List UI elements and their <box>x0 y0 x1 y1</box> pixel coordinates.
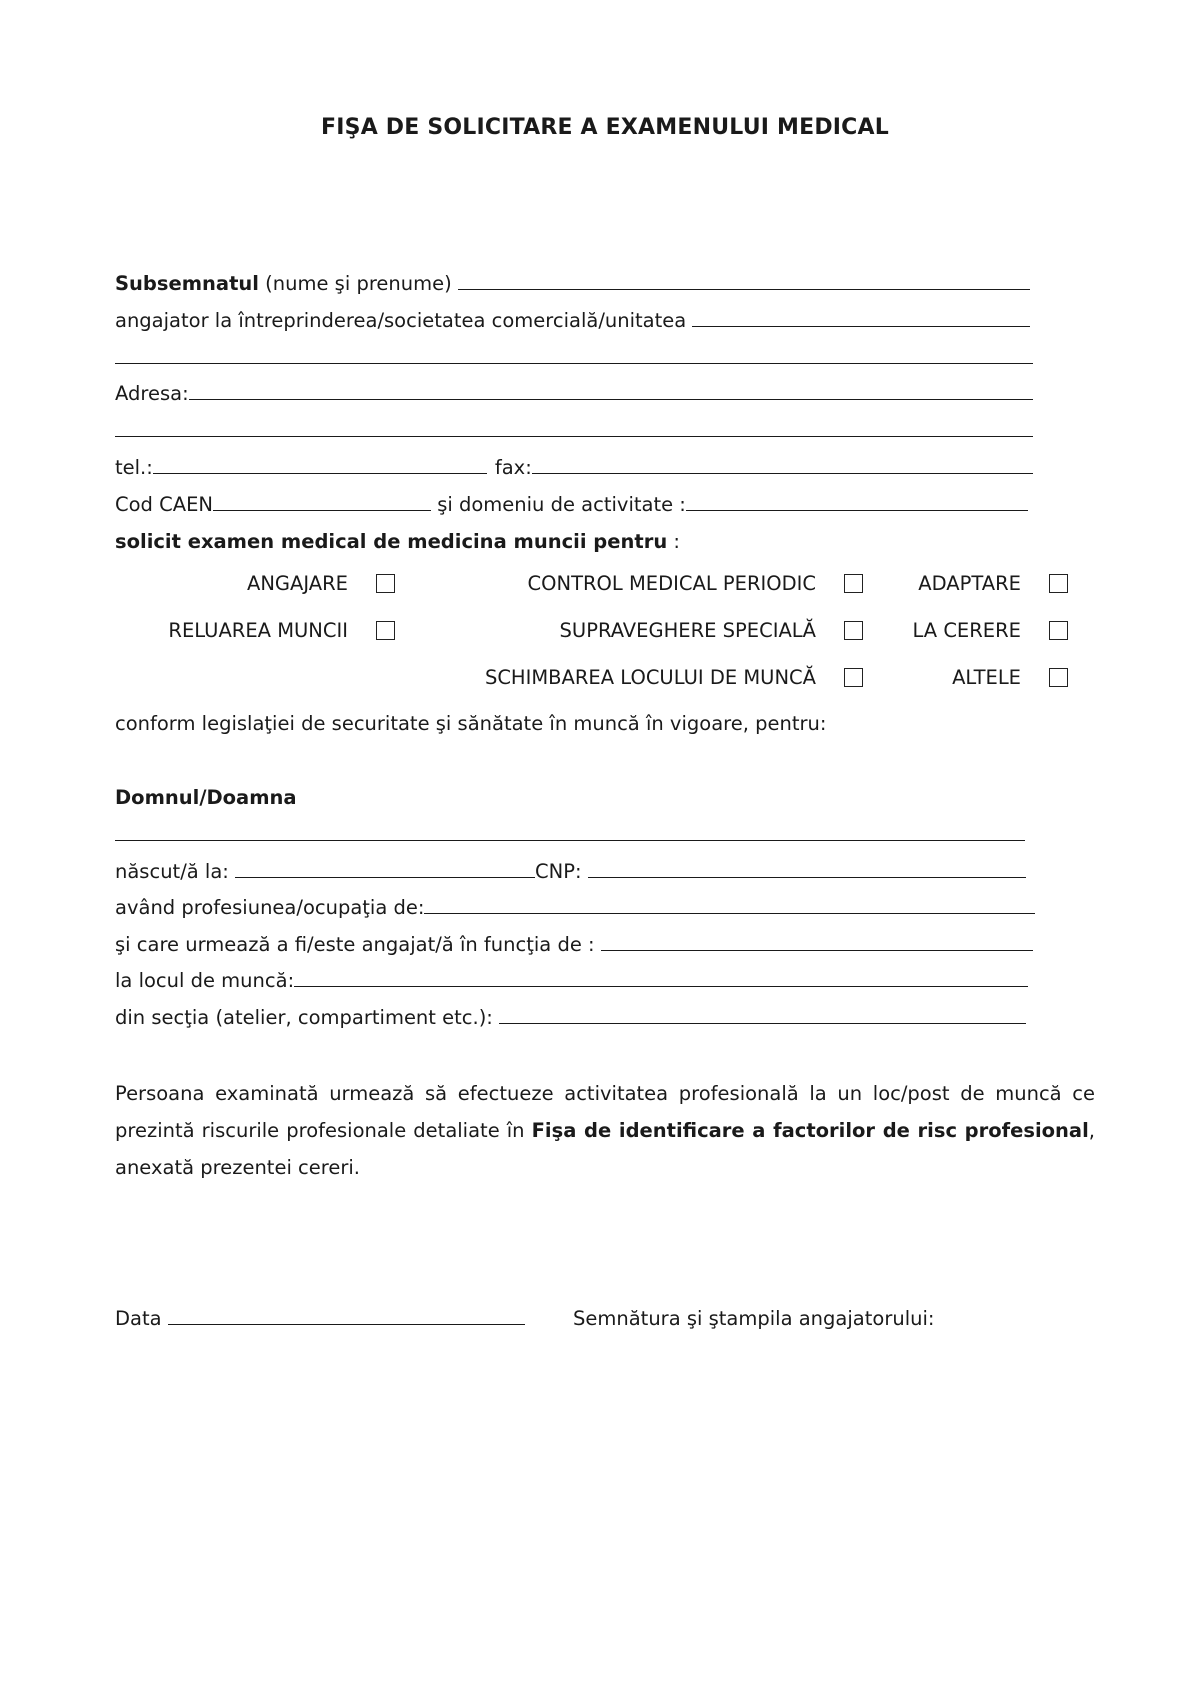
caen-field[interactable] <box>213 510 431 511</box>
sectia-line <box>115 999 1026 1029</box>
employee-name-field[interactable] <box>115 840 1025 841</box>
la-cerere-checkbox[interactable] <box>1049 621 1068 640</box>
option-schimbarea[interactable] <box>400 662 863 692</box>
domnul-heading: Domnul/Doamna <box>115 786 297 809</box>
control-checkbox[interactable] <box>844 574 863 593</box>
fax-label: fax: <box>494 456 532 479</box>
altele-checkbox[interactable] <box>1049 668 1068 687</box>
page-title: FIŞA DE SOLICITARE A EXAMENULUI MEDICAL <box>321 115 889 140</box>
sectia-field[interactable] <box>499 1023 1026 1024</box>
reluarea-checkbox[interactable] <box>376 621 395 640</box>
angajator-label: angajator la întreprinderea/societatea comercială/unitatea <box>115 309 693 332</box>
profesie-label: având profesiunea/ocupaţia de: <box>115 896 425 919</box>
option-adaptare[interactable] <box>880 568 1068 598</box>
tel-field[interactable] <box>153 473 487 474</box>
option-reluarea-label: RELUAREA MUNCII <box>168 618 348 642</box>
angajare-checkbox[interactable] <box>376 574 395 593</box>
supraveghere-checkbox[interactable] <box>844 621 863 640</box>
date-field[interactable] <box>168 1324 525 1325</box>
company-field[interactable] <box>692 326 1030 327</box>
data-label: Data <box>115 1307 168 1330</box>
functia-label: şi care urmează a fi/este angajat/ă în funcţia de : <box>115 933 601 956</box>
conform-line <box>115 705 1035 735</box>
angajator-line <box>115 302 1030 332</box>
profesie-field[interactable] <box>424 913 1035 914</box>
solicit-line <box>115 523 1030 553</box>
birthplace-field[interactable] <box>235 877 535 878</box>
subsemnatul-line <box>115 265 1030 295</box>
sectia-label: din secţia (atelier, compartiment etc.): <box>115 1006 500 1029</box>
locul-label: la locul de muncă: <box>115 969 295 992</box>
subsemnatul-label: Subsemnatul <box>115 272 259 295</box>
tel-label: tel.: <box>115 456 153 479</box>
name-field[interactable] <box>458 289 1030 290</box>
domnul-line <box>115 779 1030 809</box>
locul-field[interactable] <box>294 986 1028 987</box>
adresa-line-2 <box>115 412 1033 442</box>
option-la-cerere[interactable] <box>880 615 1068 645</box>
option-supraveghere-label: SUPRAVEGHERE SPECIALĂ <box>559 618 816 642</box>
company-field-continued[interactable] <box>115 363 1033 364</box>
option-adaptare-label: ADAPTARE <box>918 571 1021 595</box>
risk-paragraph-part2: , anexată prezentei cereri. <box>115 1119 1095 1179</box>
locul-line <box>115 962 1028 992</box>
cnp-label: CNP: <box>535 860 588 883</box>
tel-fax-line <box>115 449 1033 479</box>
option-supraveghere[interactable] <box>480 615 863 645</box>
address-field-continued[interactable] <box>115 436 1033 437</box>
option-altele-label: ALTELE <box>952 665 1021 689</box>
option-schimbarea-label: SCHIMBAREA LOCULUI DE MUNCĂ <box>484 665 816 689</box>
option-reluarea[interactable] <box>100 615 395 645</box>
functia-line <box>115 926 1033 956</box>
option-la-cerere-label: LA CERERE <box>912 618 1021 642</box>
semnatura-label: Semnătura şi ştampila angajatorului: <box>573 1307 935 1330</box>
domeniu-label: şi domeniu de activitate : <box>431 493 686 516</box>
caen-line <box>115 486 1028 516</box>
caen-label: Cod CAEN <box>115 493 213 516</box>
option-angajare-label: ANGAJARE <box>247 571 348 595</box>
risk-paragraph-part1: Persoana examinată urmează să efectueze activitatea profesională la un loc/post de muncă ce prezintă riscurile profesionale detaliate în <box>115 1082 1095 1142</box>
adresa-label: Adresa: <box>115 382 189 405</box>
option-angajare[interactable] <box>150 568 395 598</box>
profesie-line <box>115 889 1035 919</box>
option-control-label: CONTROL MEDICAL PERIODIC <box>527 571 816 595</box>
adaptare-checkbox[interactable] <box>1049 574 1068 593</box>
risk-paragraph-bold: Fişa de identificare a factorilor de risc profesional <box>531 1119 1089 1142</box>
employee-name-line <box>115 816 1025 846</box>
risk-paragraph <box>115 1075 1095 1186</box>
adresa-line <box>115 375 1033 405</box>
conform-text: conform legislaţiei de securitate şi sănătate în muncă în vigoare, pentru: <box>115 712 827 735</box>
cnp-field[interactable] <box>588 877 1026 878</box>
option-altele[interactable] <box>880 662 1068 692</box>
nascut-label: născut/ă la: <box>115 860 236 883</box>
option-control[interactable] <box>440 568 863 598</box>
address-field[interactable] <box>189 399 1033 400</box>
functia-field[interactable] <box>601 950 1033 951</box>
data-line <box>115 1300 525 1330</box>
nascut-line <box>115 853 1026 883</box>
schimbarea-checkbox[interactable] <box>844 668 863 687</box>
semnatura-line <box>573 1300 973 1330</box>
subsemnatul-hint: (nume şi prenume) <box>258 272 458 295</box>
solicit-colon: : <box>667 530 680 553</box>
solicit-label: solicit examen medical de medicina muncii pentru <box>115 530 668 553</box>
company-line-2 <box>115 339 1033 369</box>
domeniu-field[interactable] <box>686 510 1028 511</box>
fax-field[interactable] <box>532 473 1033 474</box>
